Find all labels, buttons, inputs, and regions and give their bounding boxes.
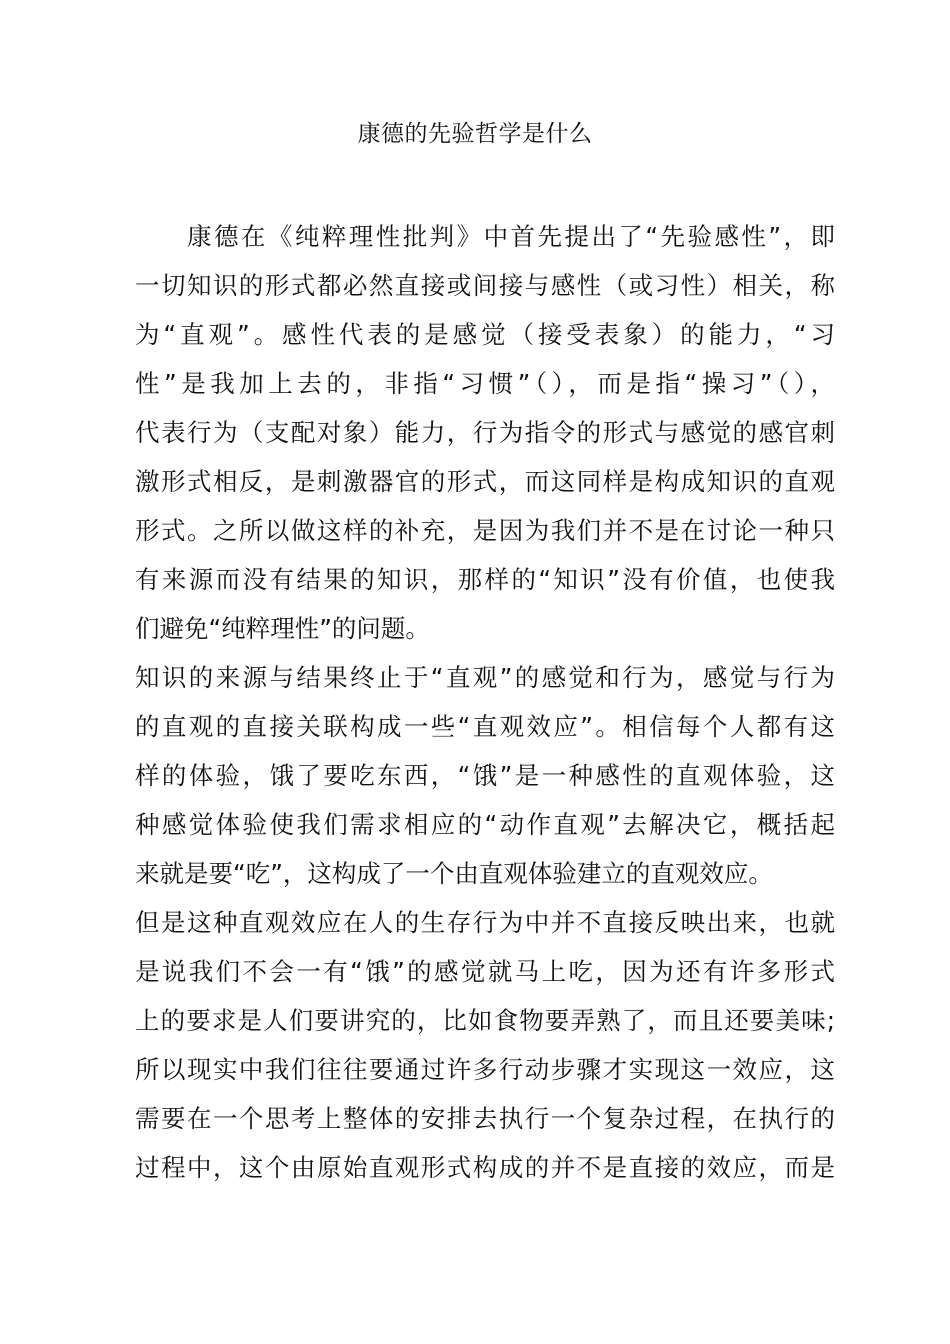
text-line: 形式。之所以做这样的补充，是因为我们并不是在讨论一种只 <box>135 516 835 545</box>
text-line: 为“直观”。感性代表的是感觉（接受表象）的能力，“习 <box>135 320 835 349</box>
text-line: 种感觉体验使我们需求相应的“动作直观”去解决它，概括起 <box>135 810 835 839</box>
text-line: 代表行为（支配对象）能力，行为指令的形式与感觉的感官刺 <box>135 418 835 447</box>
text-line: 需要在一个思考上整体的安排去执行一个复杂过程，在执行的 <box>135 1104 835 1133</box>
text-line: 一切知识的形式都必然直接或间接与感性（或习性）相关，称 <box>135 271 835 300</box>
text-line: 激形式相反，是刺激器官的形式，而这同样是构成知识的直观 <box>135 467 835 496</box>
text-line: 上的要求是人们要讲究的，比如食物要弄熟了，而且还要美味; <box>135 1006 835 1035</box>
text-line: 们避免“纯粹理性”的问题。 <box>135 614 430 643</box>
text-line: 的直观的直接关联构成一些“直观效应”。相信每个人都有这 <box>135 712 835 741</box>
text-line: 性”是我加上去的，非指“习惯”（），而是指“操习”（）， <box>135 369 835 398</box>
text-line: 是说我们不会一有“饿”的感觉就马上吃，因为还有许多形式 <box>135 957 835 986</box>
document-title: 康德的先验哲学是什么 <box>357 121 593 147</box>
text-line: 但是这种直观效应在人的生存行为中并不直接反映出来，也就 <box>135 908 835 937</box>
text-line: 样的体验，饿了要吃东西，“饿”是一种感性的直观体验，这 <box>135 761 835 790</box>
text-line: 康德在《纯粹理性批判》中首先提出了“先验感性”，即 <box>187 222 835 251</box>
text-line: 过程中，这个由原始直观形式构成的并不是直接的效应，而是 <box>135 1153 835 1182</box>
text-line: 来就是要“吃”，这构成了一个由直观体验建立的直观效应。 <box>135 859 773 888</box>
text-line: 所以现实中我们往往要通过许多行动步骤才实现这一效应，这 <box>135 1055 835 1084</box>
text-line: 知识的来源与结果终止于“直观”的感觉和行为，感觉与行为 <box>135 663 835 692</box>
document-body <box>135 212 835 1192</box>
text-line: 有来源而没有结果的知识，那样的“知识”没有价值，也使我 <box>135 565 835 594</box>
